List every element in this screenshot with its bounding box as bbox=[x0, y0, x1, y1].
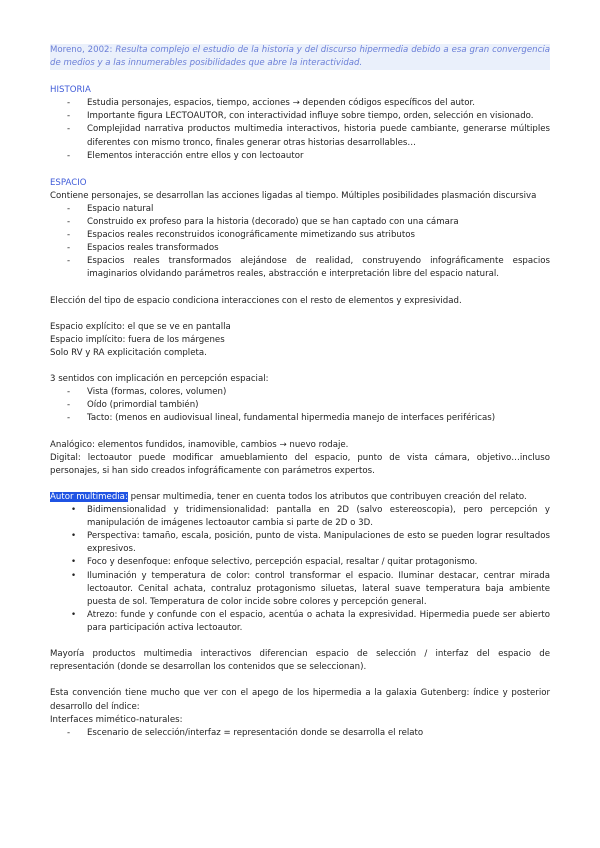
espacio-implicito: Espacio implícito: fuera de los márgenes bbox=[50, 334, 225, 345]
autor-list bbox=[50, 504, 550, 635]
list-item: - Complejidad narrativa productos multimedia interactivos, historia puede cambiante, generarse múltiples diferentes con mismo tronco, finales generar otras historias desarrollables… bbox=[50, 123, 550, 149]
list-item: - Tacto: (menos en audiovisual lineal, fundamental hipermedia manejo de interfaces periféricas) bbox=[50, 412, 550, 425]
espacio-list bbox=[50, 203, 550, 282]
espacio-explicito: Espacio explícito: el que se ve en pantalla bbox=[50, 321, 231, 332]
list-item: - Espacios reales transformados bbox=[50, 242, 550, 255]
autor-highlight: Autor multimedia: bbox=[50, 492, 128, 502]
analogico-paragraph: Analógico: elementos fundidos, inamovible, cambios → nuevo rodaje. bbox=[50, 439, 349, 450]
list-item: • Iluminación y temperatura de color: control transformar el espacio. Iluminar destacar, centrar mirada lectoautor. Cenital achata, contraluz protagonismo siluetas, lateral suave temperatura baja ambiente puesta de sol. Temperatura de color incide sobre colores y percepción general. bbox=[50, 570, 550, 609]
eleccion-paragraph: Elección del tipo de espacio condiciona interacciones con el resto de elementos y expresividad. bbox=[50, 295, 462, 306]
historia-list bbox=[50, 97, 550, 162]
opening-quote bbox=[50, 44, 550, 70]
interfaces-heading: Interfaces mimético-naturales: bbox=[50, 714, 183, 725]
heading-historia: HISTORIA bbox=[50, 85, 91, 96]
heading-espacio: ESPACIO bbox=[50, 177, 87, 188]
mayoria-paragraph: Mayoría productos multimedia interactivos diferencian espacio de selección / interfaz del espacio de representación (donde se desarrollan los contenidos que se seleccionan). bbox=[50, 649, 550, 673]
interfaces-list bbox=[50, 727, 550, 740]
list-item: • Bidimensionalidad y tridimensionalidad: pantalla en 2D (salvo estereoscopia), pero percepción y manipulación de imágenes lectoautor cambia si parte de 2D o 3D. bbox=[50, 504, 550, 530]
list-item: - Importante figura LECTOAUTOR, con interactividad influye sobre tiempo, orden, selección en visionado. bbox=[50, 110, 550, 123]
quote-text: Resulta complejo el estudio de la historia y del discurso hipermedia debido a esa gran convergencia de medios y a las innumerables posibilidades que abre la interactividad. bbox=[50, 45, 550, 69]
espacio-intro: Contiene personajes, se desarrollan las acciones ligadas al tiempo. Múltiples posibilidades plasmación discursiva bbox=[50, 190, 537, 201]
sentidos-intro: 3 sentidos con implicación en percepción espacial: bbox=[50, 374, 269, 385]
list-item: - Construido ex profeso para la historia (decorado) que se han captado con una cámara bbox=[50, 216, 550, 229]
list-item: - Espacios reales transformados alejándose de realidad, construyendo infográficamente espacios imaginarios olvidando parámetros reales, abstracción e interpretación libre del espacio natural. bbox=[50, 255, 550, 281]
convencion-paragraph: Esta convención tiene mucho que ver con el apego de los hipermedia a la galaxia Gutenberg: índice y posterior desarrollo del índice: bbox=[50, 688, 550, 712]
list-item: • Atrezo: funde y confunde con el espacio, acentúa o achata la expresividad. Hipermedia puede ser abierto para participación activa lectoautor. bbox=[50, 609, 550, 635]
digital-paragraph: Digital: lectoautor puede modificar amueblamiento del espacio, punto de vista cámara, objetivo…incluso personajes, si han sido creados infográficamente con parámetros expertos. bbox=[50, 452, 550, 476]
autor-paragraph bbox=[50, 491, 550, 504]
autor-text: pensar multimedia, tener en cuenta todos los atributos que contribuyen creación del relato. bbox=[127, 492, 527, 502]
list-item: - Escenario de selección/interfaz = representación donde se desarrolla el relato bbox=[50, 727, 550, 740]
list-item: • Perspectiva: tamaño, escala, posición, punto de vista. Manipulaciones de esto se pueden lograr resultados expresivos. bbox=[50, 530, 550, 556]
list-item: - Oído (primordial también) bbox=[50, 399, 550, 412]
list-item: • Foco y desenfoque: enfoque selectivo, percepción espacial, resaltar / quitar protagonismo. bbox=[50, 556, 550, 569]
list-item: - Vista (formas, colores, volumen) bbox=[50, 386, 550, 399]
sentidos-list bbox=[50, 386, 550, 425]
list-item: - Espacio natural bbox=[50, 203, 550, 216]
list-item: - Estudia personajes, espacios, tiempo, acciones → dependen códigos específicos del autor. bbox=[50, 97, 550, 110]
quote-author: Moreno, 2002: bbox=[50, 45, 113, 55]
list-item: - Espacios reales reconstruidos iconográficamente mimetizando sus atributos bbox=[50, 229, 550, 242]
list-item: - Elementos interacción entre ellos y con lectoautor bbox=[50, 150, 550, 163]
solo-rv-ra: Solo RV y RA explicitación completa. bbox=[50, 347, 207, 358]
document-body bbox=[50, 44, 550, 740]
